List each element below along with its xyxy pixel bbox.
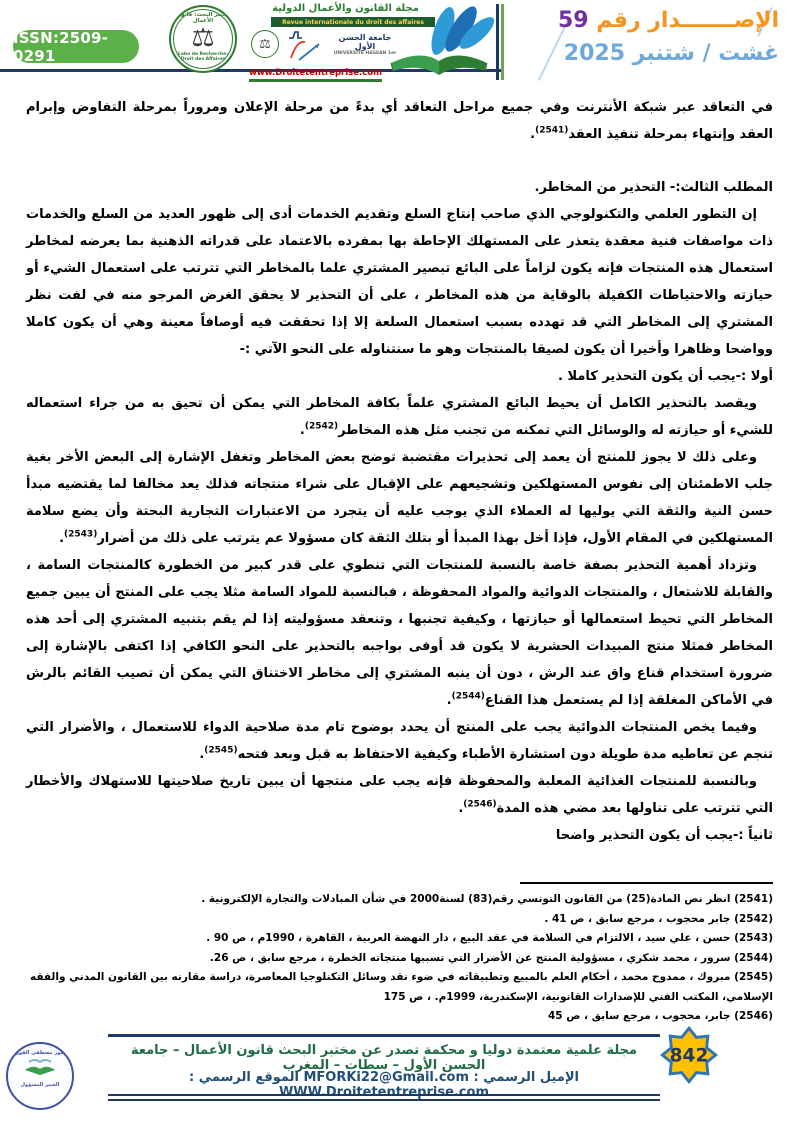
sub-heading: أولا :-يجب أن يكون التحذير كاملا . — [557, 369, 773, 384]
footnote-reference: (2546) — [463, 799, 497, 810]
journal-title-ar: مجلة القانون والأعمال الدولية — [272, 3, 419, 14]
issn-text: ISSN:2509-0291 — [13, 28, 109, 65]
book-wing-icon — [377, 1, 505, 83]
separator-bar-green — [501, 4, 504, 80]
university-name-fr: UNIVERSITE HASSAN 1er — [333, 51, 397, 56]
article-body — [26, 94, 773, 849]
separator-bar-navy — [496, 4, 499, 80]
footnote-reference: (2545) — [204, 745, 238, 756]
footnote-separator — [520, 882, 773, 884]
journal-website: www.Droitetentreprise.com — [249, 68, 382, 82]
footer-journal-statement: مجلة علمية معتمدة دوليا و محكمة تصدر عن مختبر البحث قانون الأعمال – جامعة الحسن الأول – سطات – المغرب — [130, 1043, 638, 1073]
footer-bottom-rule — [108, 1094, 660, 1101]
journal-logo — [243, 3, 491, 82]
footnote-item: (2543) حسن ، علي سيد ، الالتزام في السلامة في عقد البيع ، دار النهضة العربية ، القاهرة ، 1990م ، ص 90 . — [206, 932, 773, 944]
stamp-book-icon — [23, 1056, 57, 1078]
chart-icon — [287, 28, 323, 64]
stamp-text-bottom: الخبير المسؤول — [20, 1082, 60, 1088]
author-stamp — [6, 1042, 74, 1110]
journal-title-fr: Revue internationale du droit des affaires — [271, 17, 435, 27]
issue-info — [558, 8, 779, 66]
page-number: 842 — [669, 1045, 709, 1067]
footnotes-section — [26, 882, 773, 1027]
mini-seal-icon: ⚖ — [251, 30, 279, 58]
page-number-badge — [652, 1026, 726, 1084]
issue-number-line — [558, 8, 779, 33]
footnote-item: (2544) سرور ، محمد شكري ، مسؤولية المنتج عن الأضرار التي تسببها منتجاته الخطرة ، مرجع سابق ، ص 26. — [209, 951, 773, 964]
footnote-reference: (2541) — [535, 125, 569, 136]
header-separator-bars — [496, 4, 504, 80]
section-heading: المطلب الثالث:- التحذير من المخاطر. — [534, 180, 773, 195]
sub-heading: ثانياً :-يجب أن يكون التحذير واضحا — [555, 828, 773, 843]
footnote-item: (2541) انظر نص المادة(25) من القانون التونسي رقم(83) لسنة2000 في شأن المبادلات والتجارة الإلكترونية . — [201, 893, 773, 905]
issn-badge — [13, 30, 139, 63]
issue-number: 59 — [557, 8, 589, 33]
issue-date: غشت / شتنبر 2025 — [563, 41, 779, 66]
scales-of-justice-icon: ⚖ — [191, 23, 215, 53]
footnote-item: (2546) جابر، محجوب ، مرجع سابق ، ص 45 — [547, 1010, 773, 1022]
body-paragraph: وفيما يخص المنتجات الدوائية يجب على المنتج أن يحدد بوضوح تام مدة صلاحية الدواء للاستعمال ، والأضرار التي تنجم عن تعاطيه مدة طويلة دون استشارة الأطباء وكيفية الاحتفاظ به قبل وبعد فتحه$^{(2545)}$. — [26, 720, 773, 762]
footnote-reference: (2543) — [64, 529, 98, 540]
lab-seal-logo — [169, 5, 237, 73]
university-name-ar: جامعة الحسن الأول — [338, 33, 392, 51]
email-address: MFORKi22@Gmail.com — [303, 1070, 470, 1085]
body-paragraph: ويقصد بالتحذير الكامل أن يحيط البائع المشتري علماً بكافة المخاطر التي يمكن أن تحيق به من جراء استعماله للشيء أو حيازته له والوسائل التي تمكنه من تجنب مثل هذه المخاطر$^{(2542)}$. — [26, 396, 773, 438]
lab-seal-name-ar: مختبر البحث: قانون الأعمال — [176, 12, 230, 24]
footnote-item: (2545) مبروك ، ممدوح محمد ، أحكام العلم بالمبيع وتطبيقاته في ضوء نقد وسائل التكنلوجيا المعاصرة، دراسة مقارنه بين القانون المدني والفقه الإسلامي، المكتب الفني للإصدارات القانونية، الإسكندرية، 1999م. ، ص 175 — [29, 971, 773, 1003]
body-paragraph: إن التطور العلمي والتكنولوجي الذي صاحب إنتاج السلع وتقديم الخدمات أدى إلى ظهور العديد من السلع والخدمات ذات مواصفات فنية معقدة يتعذر على المستهلك الإحاطة بها بمفرده بالاعتماد على قدراته الذهنية بما يعرضه لمخاطر استعمال هذه المنتجات فإنه يكون لزاماً على البائع تبصير المشتري علما بالمخاطر التي تترتب على استعمال الشيء أو حيازته والاحتياطات الكفيلة بالوقاية من هذه المخاطر ، على أن التحذير لا يحقق الغرض المرجو منه في لفت نظر المشتري إلى المخاطر التي قد تهدده بسبب استعمال السلعة إلا إذا تحققت فيه أوصافاً معينة وهي أن يكون كاملا وواضحا وظاهرا وأخيرا أن يكون لصيقا بالمنتجات وهو ما سنتناوله على النحو الآتي :- — [26, 207, 773, 357]
site-address: WWW.Droitetentreprise.com — [278, 1085, 490, 1100]
body-paragraph: وعلى ذلك لا يجوز للمنتج أن يعمد إلى تحذيرات مقتضبة توضح بعض المخاطر وتغفل الإشارة إلى البعض الأخر بغية جلب الاطمئنان إلى نفوس المستهلكين وتشجيعهم على الإقبال على شراء منتجاته فذلك يعد مخالفا لما يقتضيه مبدأ حسن النية والثقة التي يوليها له العملاء الذي يوجب عليه أن يتجرد من الاعتبارات التجارية البحتة وأن يضع سلامة المستهلكين في المقام الأول، فإذا أخل بهذا المبدأ أو بتلك الثقة كان مسؤولا عم يترتب على ذلك من أضرار$^{(2543)}$. — [26, 450, 773, 546]
footnote-reference: (2542) — [304, 421, 339, 432]
footer-top-rule — [108, 1034, 660, 1037]
email-label: الإميل الرسمي : — [473, 1070, 579, 1085]
footnote-reference: (2544) — [451, 691, 485, 702]
lab-seal-name-fr: Labo de Recherche: Droit des Affaires — [177, 52, 228, 62]
issue-label: الإصـــــــدار رقم — [596, 8, 779, 33]
body-paragraph: وبالنسبة للمنتجات الغذائية المعلبة والمحفوظة فإنه يجب على منتجها أن يبين تاريخ صلاحيتها للاستهلاك والأخطار التي تترتب على تناولها بعد مضي هذه المدة$^{(2546)}$. — [26, 774, 773, 816]
site-label: الموقع الرسمي : — [189, 1070, 299, 1085]
body-paragraph: في التعاقد عبر شبكة الأنترنت وفي جميع مراحل التعاقد أي بدءً من مرحلة الإعلان ومروراً بمرحلة التفاوض وإبرام العقد وإنتهاء بمرحلة تنفيذ العقد$^{(2541)}$. — [26, 100, 773, 142]
footnote-item: (2542) جابر محجوب ، مرجع سابق ، ص 41 . — [544, 912, 773, 925]
stamp-text-top: الدكتور مصطفى الفوركي — [8, 1050, 72, 1056]
body-paragraph: وتزداد أهمية التحذير بصفة خاصة بالنسبة للمنتجات التي تنطوي على قدر كبير من الخطورة كالمنتجات السامة ، والقابلة للاشتعال ، والمنتجات الدوائية والمواد المحفوظة ، فبالنسبة للمواد السامة مثلا يجب على المنتج أن يبين جميع المخاطر التي تحيط استعمالها أو حيازتها ، وكيفية تجنبها ، وتنعقد مسؤوليته إذا لم يقم بتنبيه المشتري إلى أحد هذه المخاطر فمثلا منتج المبيدات الحشرية لا يكون قد أوفى بواجبه بالتحذير على النحو الكافي إذا اكتفى بالإشارة إلى ضرورة استخدام قناع واق عند الرش ، دون أن ينبه المشتري إلى مخاطر الاختناق التي يمكن أن تصيب القائم بالرش في الأماكن المغلقة إذا لم يستعمل هذا القناع$^{(2544)}$. — [26, 558, 773, 708]
